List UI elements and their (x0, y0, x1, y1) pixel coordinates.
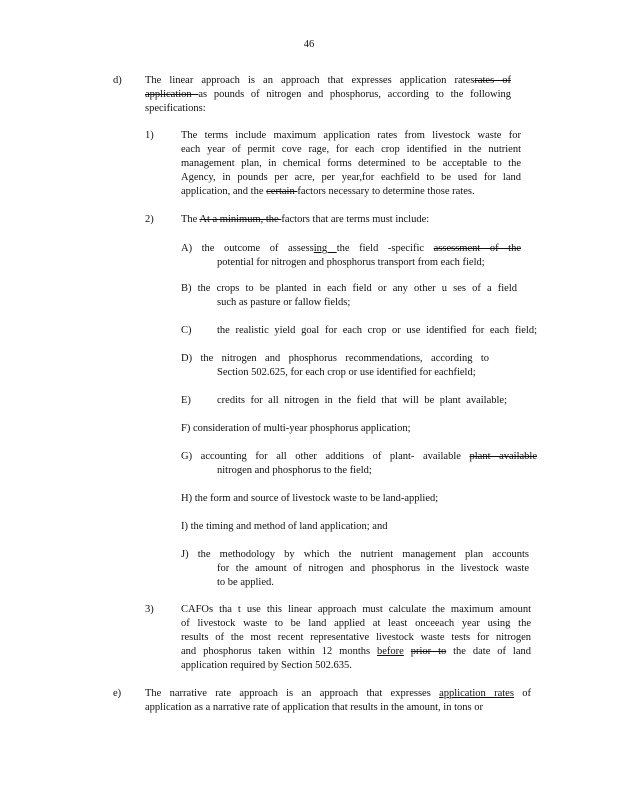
item-label-3: 3) (145, 604, 154, 615)
text-line (181, 256, 521, 270)
section-label-e: e) (113, 688, 122, 699)
text-line (181, 422, 437, 436)
text-line (181, 324, 537, 338)
text-segment: F) consideration of multi-year phosphorus application; (181, 423, 411, 434)
struck-text: certain (266, 186, 298, 197)
text-line (181, 352, 489, 366)
text-segment: for the amount of nitrogen and phosphorus in the livestock waste (217, 563, 529, 574)
struck-text: prior to (410, 646, 447, 657)
struck-text: application (145, 89, 199, 100)
text-segment (404, 646, 411, 657)
text-segment: Agency, in pounds per acre, per year,for eachfield to be used for land (181, 172, 521, 183)
text-segment: G) accounting for all other additions of plant- available (181, 451, 470, 462)
text-line (181, 282, 517, 296)
text-line (181, 562, 529, 576)
text-segment: H) the form and source of livestock waste to be land-applied; (181, 493, 439, 504)
text-segment: credits for all nitrogen in the field that will be plant available; (217, 395, 507, 406)
text-segment: application as a narrative rate of application that results in the amount, in tons or (145, 702, 483, 713)
text-segment: Section 502.625, for each crop or use identified for eachfield; (217, 367, 476, 378)
subitem-G (181, 450, 537, 478)
text-line (181, 143, 521, 157)
text-segment: application required by Section 502.635. (181, 660, 352, 671)
underlined-text: before (377, 646, 404, 657)
text-line (181, 548, 529, 562)
section-label-d: d) (113, 75, 122, 86)
text-segment: as pounds of nitrogen and phosphorus, according to the following (198, 89, 512, 100)
struck-text: assessment of the (433, 243, 521, 254)
text-line (181, 450, 537, 464)
text-line (181, 492, 465, 506)
item-label-1: 1) (145, 130, 154, 141)
text-segment: the realistic yield goal for each crop or use identified for each field; (217, 325, 537, 336)
subitem-J (181, 548, 529, 590)
text-segment: CAFOs tha t use this linear approach must calculate the maximum amount (181, 604, 531, 615)
text-line (181, 242, 521, 256)
subitem-B (181, 282, 517, 310)
text-segment: D) the nitrogen and phosphorus recommendations, according to (181, 353, 489, 364)
text-segment: The terms include maximum application rates from livestock waste for (181, 130, 521, 141)
text-segment: management plan, in chemical forms determined to be acceptable to the (181, 158, 521, 169)
text-line (181, 631, 531, 645)
text-line (181, 171, 521, 185)
text-segment: such as pasture or fallow fields; (217, 297, 351, 308)
text-segment: potential for nitrogen and phosphorus transport from each field; (217, 257, 485, 268)
subitem-F (181, 422, 437, 436)
text-segment: specifications: (145, 103, 206, 114)
text-line (145, 102, 511, 116)
text-segment: factors that are terms must include: (281, 214, 430, 225)
text-line (181, 464, 537, 478)
struck-text: plant available (469, 451, 538, 462)
text-segment: The narrative rate approach is an approach that expresses (145, 688, 440, 699)
text-segment: the date of land (446, 646, 531, 657)
text-segment: B) the crops to be planted in each field or any other u ses of a field (181, 283, 517, 294)
text-segment: the field -specific (336, 243, 434, 254)
struck-text: At a minimum, the (199, 214, 282, 225)
text-line (145, 687, 531, 701)
section-e-text (145, 687, 531, 715)
text-line (181, 603, 531, 617)
subitem-H (181, 492, 465, 506)
text-segment: of livestock waste to be land applied at least onceeach year using the (181, 618, 531, 629)
subitem-label: E) (181, 395, 191, 406)
text-line (181, 213, 457, 227)
item-1-text (181, 129, 521, 199)
text-segment: The (181, 214, 200, 225)
subitem-A (181, 242, 521, 270)
subitem-D (181, 352, 489, 380)
text-segment: A) the outcome of assess (181, 243, 314, 254)
text-segment: to be applied. (217, 577, 274, 588)
section-d-intro (145, 74, 511, 116)
text-segment: nitrogen and phosphorus to the field; (217, 465, 372, 476)
text-line (181, 366, 489, 380)
text-segment: each year of permit cove rage, for each crop identified in the nutrient (181, 144, 521, 155)
text-segment: factors necessary to determine those rates. (297, 186, 475, 197)
text-segment: of (513, 688, 531, 699)
text-line (145, 701, 531, 715)
page-number: 46 (303, 39, 315, 50)
text-segment: The linear approach is an approach that expresses application rates (145, 75, 475, 86)
text-segment: J) the methodology by which the nutrient management plan accounts (181, 549, 529, 560)
text-line (145, 74, 511, 88)
text-line (181, 576, 529, 590)
subitem-I (181, 520, 417, 534)
text-segment: application, and the (181, 186, 267, 197)
text-line (181, 185, 521, 199)
underlined-text: application rates (439, 688, 514, 699)
text-line (181, 520, 417, 534)
text-line (181, 617, 531, 631)
item-label-2: 2) (145, 214, 154, 225)
text-line (181, 129, 521, 143)
item-3-text (181, 603, 531, 673)
text-line (181, 394, 507, 408)
text-line (181, 659, 531, 673)
text-segment: I) the timing and method of land application; and (181, 521, 388, 532)
text-line (181, 296, 517, 310)
subitem-E (181, 394, 507, 408)
subitem-C (181, 324, 537, 338)
text-line (145, 88, 511, 102)
text-segment: and phosphorus taken within 12 months (181, 646, 378, 657)
underlined-text: ing (313, 243, 337, 254)
item-2-text (181, 213, 457, 227)
subitem-label: C) (181, 325, 192, 336)
text-line (181, 645, 531, 659)
text-segment: results of the most recent representative livestock waste tests for nitrogen (181, 632, 531, 643)
struck-text: rates of (474, 75, 511, 86)
text-line (181, 157, 521, 171)
